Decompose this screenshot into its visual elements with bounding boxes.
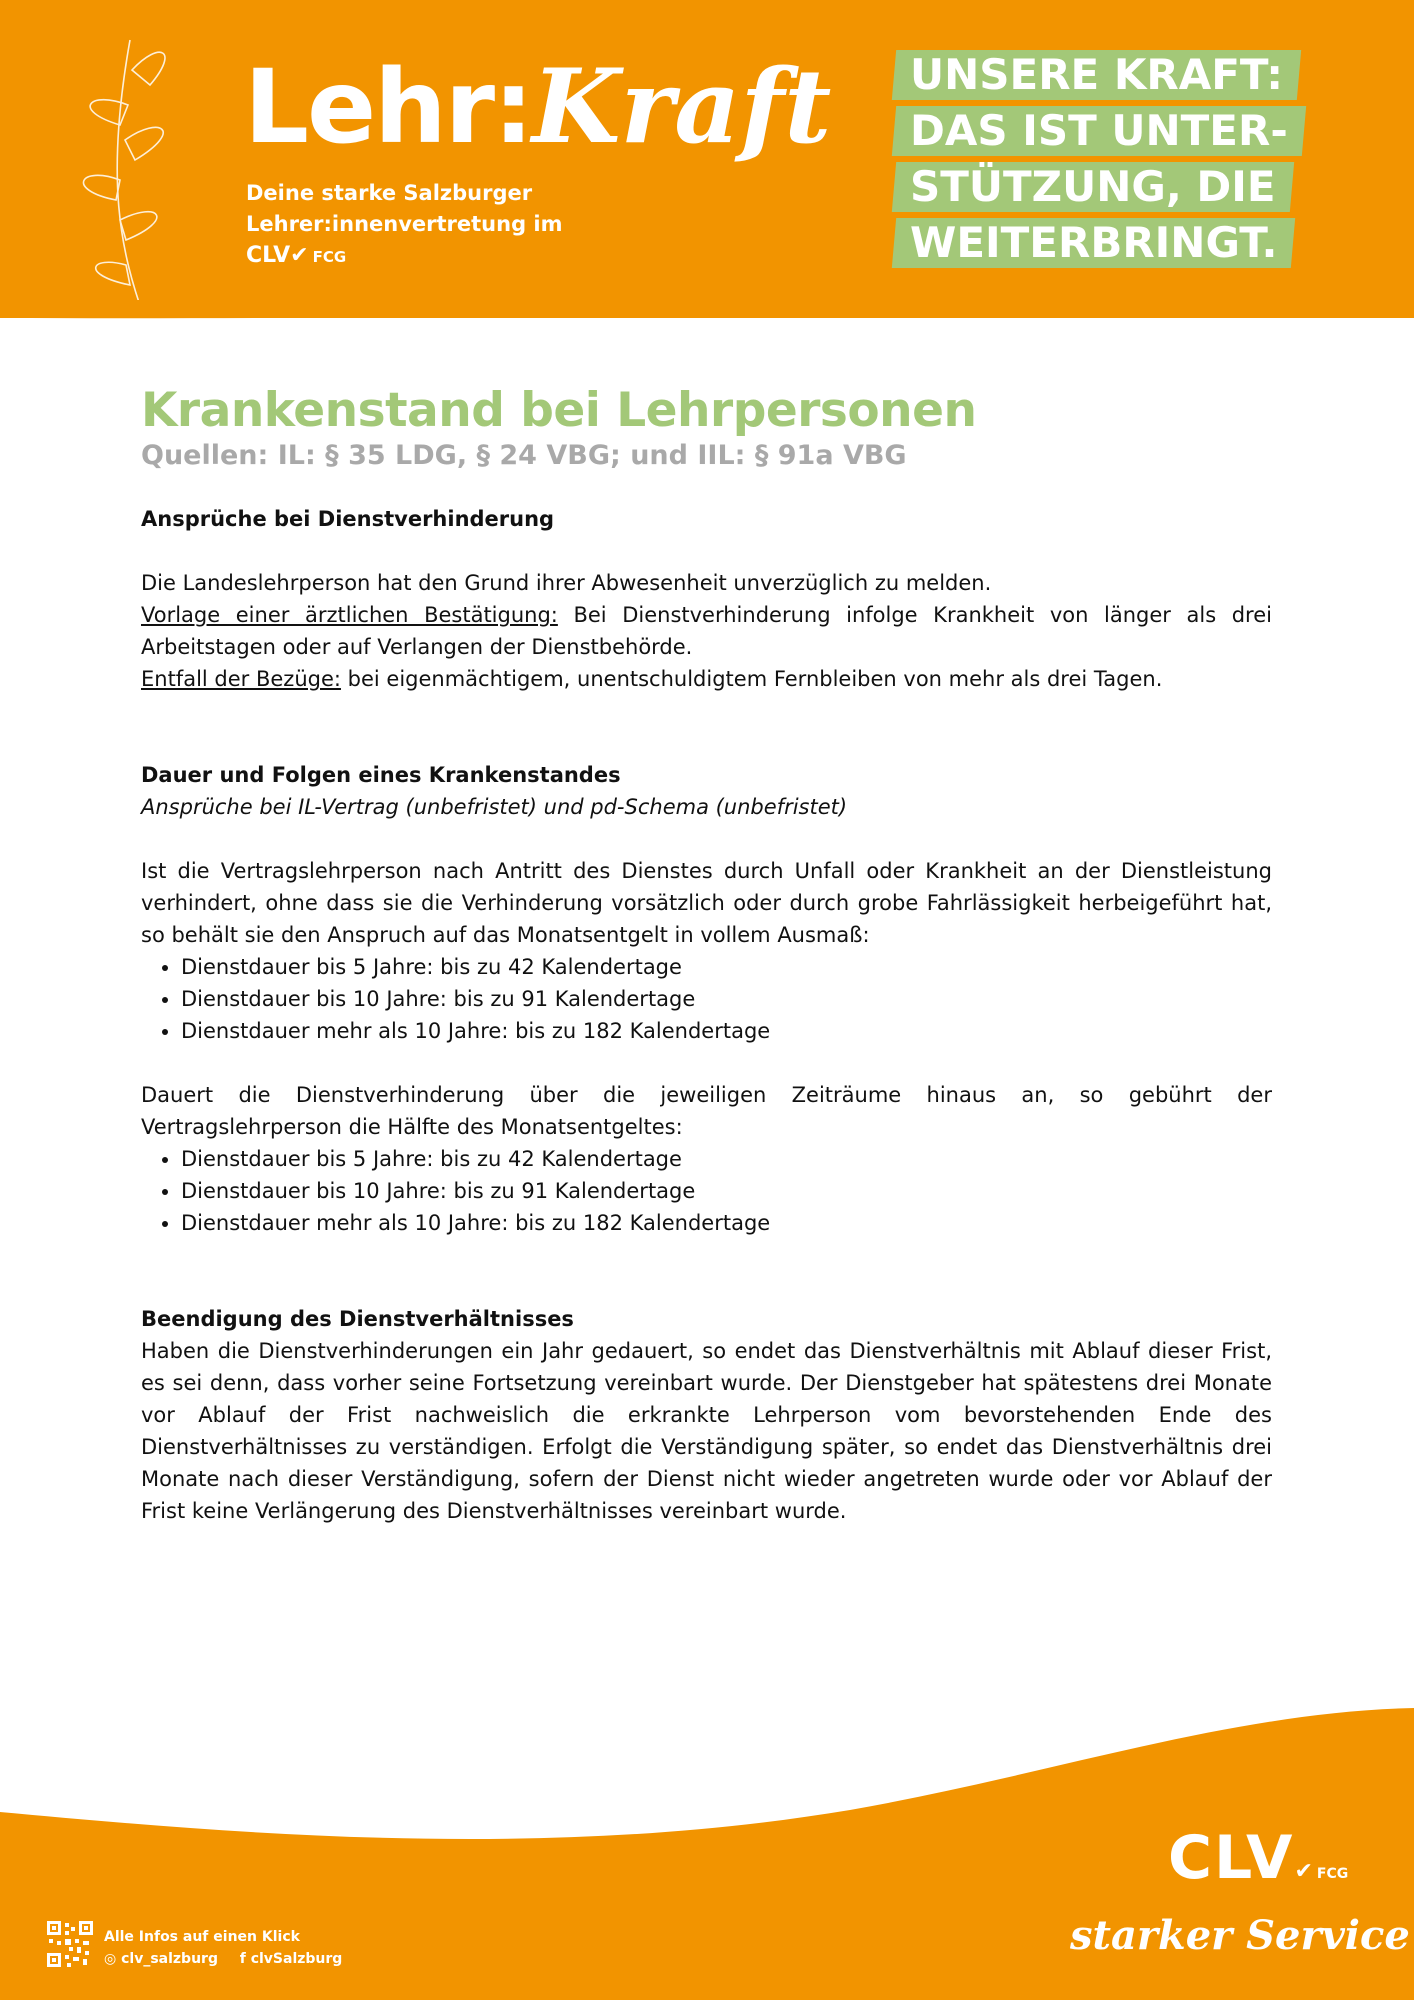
clv-logo-large [1168,1823,1349,1893]
brand-main: Lehr: [244,48,532,167]
clv-logo-text: CLV [246,243,291,268]
section-heading-duration: Dauer und Folgen eines Krankenstandes [141,763,621,787]
check-icon: ✔ [1294,1859,1315,1884]
paragraph-report: Die Landeslehrperson hat den Grund ihrer Abwesenheit unverzüglich zu melden. [141,571,992,595]
check-icon: ✔ [290,243,309,268]
brand-wordmark [244,47,832,167]
fcg-text: FCG [1316,1866,1349,1882]
clv-logo-small [246,243,346,268]
page-header [0,0,1414,318]
brand-subtitle [246,178,563,240]
footer-social [104,1948,342,1970]
paragraph-certificate: Vorlage einer ärztlichen Bestätigung: Bei Dienstverhinderung infolge Krankheit von länger als drei Arbeitstagen oder auf Verlangen der Dienstbehörde. [141,603,1272,659]
slogan-box [894,50,1304,274]
instagram-icon: ◎ [104,1951,117,1967]
paragraph-half-pay: Dauert die Dienstverhinderung über die jeweiligen Zeiträume hinaus an, so gebührt der Vertragslehrperson die Hälfte des Monatsentgeltes: [141,1083,1272,1139]
facebook-icon: f [239,1951,246,1967]
footer-info-title: Alle Infos auf einen Klick [104,1929,300,1945]
footer-info [104,1926,342,1970]
document-body [141,383,1272,1527]
list-item: • Dienstdauer mehr als 10 Jahre: bis zu 182 Kalendertage [181,1015,1272,1047]
fcg-text: FCG [312,248,347,266]
paragraph-termination: Haben die Dienstverhinderungen ein Jahr gedauert, so endet das Dienstverhältnis mit Ablauf dieser Frist, es sei denn, dass vorher seine Fortsetzung vereinbart wurde. Der Dienstgeber hat spätestens drei Monate vor Ablauf der Frist nachweislich die erkrankte Lehrperson vom bevorstehenden Ende des Dienstverhältnisses zu verständigen. Erfolgt die Verständigung später, so endet das Dienstverhältnis drei Monate nach dieser Verständigung, sofern der Dienst nicht wieder angetreten wurde oder vor Ablauf der Frist keine Verlängerung des Dienstverhältnisses vereinbart wurde. [141,1339,1272,1523]
slogan-line: UNSERE KRAFT: [892,50,1301,100]
slogan-line: STÜTZUNG, DIE [892,162,1294,212]
sources-line: Quellen: IL: § 35 LDG, § 24 VBG; und IIL: § 91a VBG [141,440,907,471]
label-salary-loss: Entfall der Bezüge: [141,667,341,691]
section-heading-claims: Ansprüche bei Dienstverhinderung [141,507,555,531]
section-heading-termination: Beendigung des Dienstverhältnisses [141,1307,574,1331]
list-item: • Dienstdauer bis 10 Jahre: bis zu 91 Kalendertage [181,983,1272,1015]
list-full-pay [141,951,1272,1047]
list-item: • Dienstdauer bis 10 Jahre: bis zu 91 Kalendertage [181,1175,1272,1207]
facebook-handle[interactable]: clvSalzburg [250,1951,343,1967]
header-wave [0,300,1414,330]
paragraph-salary-loss: Entfall der Bezüge: bei eigenmächtigem, unentschuldigtem Fernbleiben von mehr als drei Tagen. [141,667,1163,691]
list-item: • Dienstdauer bis 5 Jahre: bis zu 42 Kalendertage [181,951,1272,983]
instagram-handle[interactable]: clv_salzburg [121,1951,218,1967]
slogan-line: DAS IST UNTER- [892,106,1306,156]
footer-tagline: starker Service [1070,1912,1410,1959]
slogan-line: WEITERBRINGT. [892,218,1296,268]
brand-script: Kraft [531,47,832,167]
list-item: • Dienstdauer bis 5 Jahre: bis zu 42 Kalendertage [181,1143,1272,1175]
qr-code-icon[interactable] [47,1921,93,1967]
page-title: Krankenstand bei Lehrpersonen [141,383,977,438]
list-half-pay [141,1143,1272,1239]
list-item: • Dienstdauer mehr als 10 Jahre: bis zu 182 Kalendertage [181,1207,1272,1239]
paragraph-full-pay: Ist die Vertragslehrperson nach Antritt des Dienstes durch Unfall oder Krankheit an der Dienstleistung verhindert, ohne dass sie die Verhinderung vorsätzlich oder durch grobe Fahrlässigkeit herbeigeführt hat, so behält sie den Anspruch auf das Monatsentgelt in vollem Ausmaß: [141,859,1272,947]
leaf-branch-icon [50,30,190,320]
brand-sub-line2: Lehrer:innenvertretung im [246,212,563,236]
section-subheading-duration: Ansprüche bei IL-Vertrag (unbefristet) und pd-Schema (unbefristet) [141,795,848,819]
clv-logo-large-text: CLV [1168,1823,1295,1893]
label-certificate: Vorlage einer ärztlichen Bestätigung: [141,603,558,627]
brand-sub-line1: Deine starke Salzburger [246,181,533,205]
